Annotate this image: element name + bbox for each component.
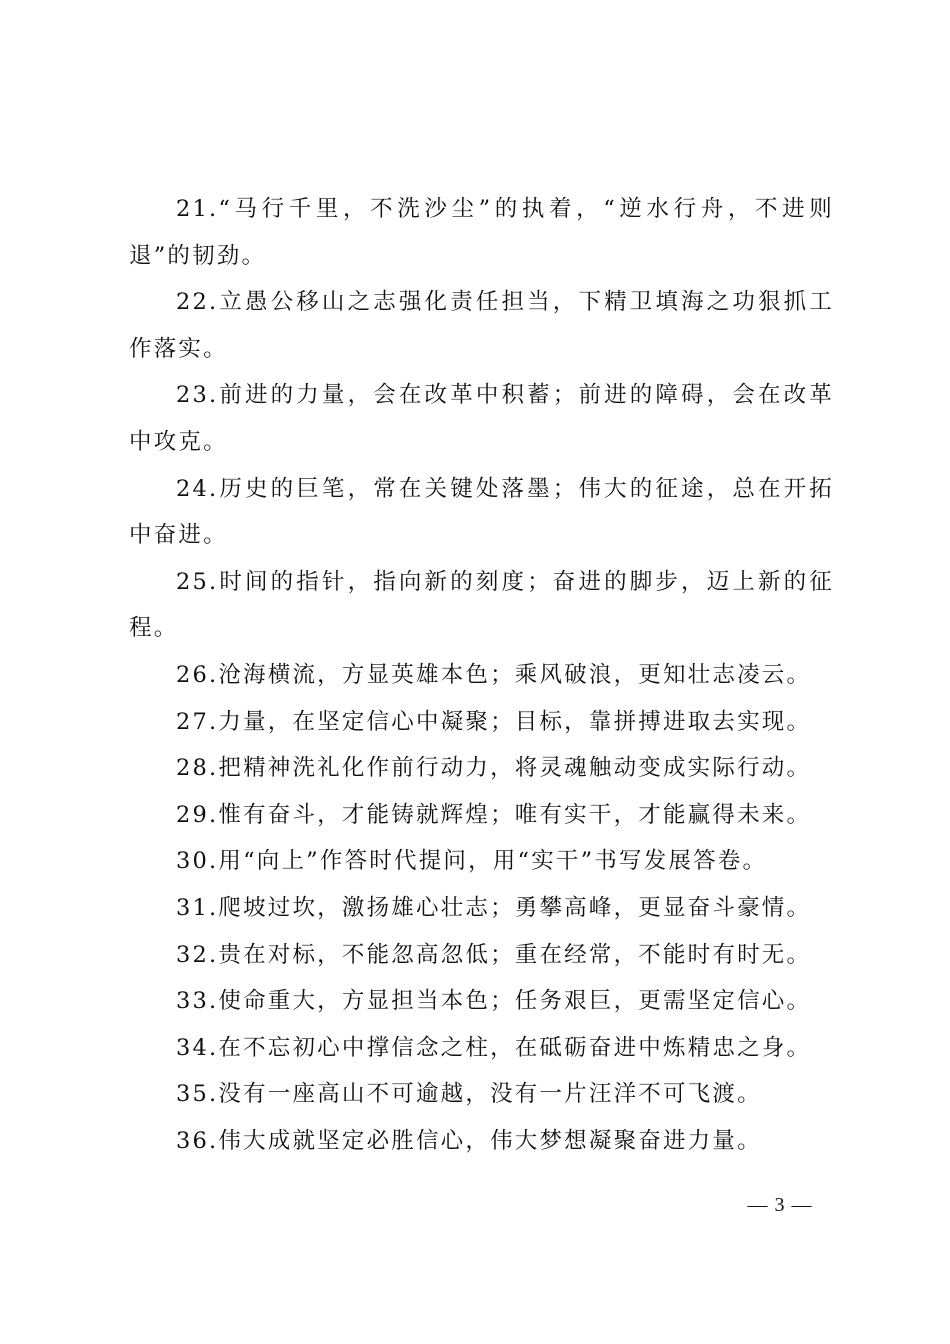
paragraph-30: 30.用“向上”作答时代提问，用“实干”书写发展答卷。 <box>176 848 768 875</box>
paragraph-27: 27.力量，在坚定信心中凝聚；目标，靠拼搏进取去实现。 <box>176 708 812 735</box>
paragraph-25: 25.时间的指针，指向新的刻度；奋进的脚步，迈上新的征程。 <box>129 568 834 642</box>
paragraph-22: 22.立愚公移山之志强化责任担当，下精卫填海之功狠抓工作落实。 <box>129 289 834 362</box>
paragraph-34: 34.在不忘初心中撑信念之柱，在砥砺奋进中炼精忠之身。 <box>176 1034 812 1061</box>
paragraph-36: 36.伟大成就坚定必胜信心，伟大梦想凝聚奋进力量。 <box>176 1127 762 1154</box>
paragraph-35: 35.没有一座高山不可逾越，没有一片汪洋不可飞渡。 <box>176 1081 762 1108</box>
paragraph-31: 31.爬坡过坎，激扬雄心壮志；勇攀高峰，更显奋斗豪情。 <box>176 894 812 921</box>
paragraph-29: 29.惟有奋斗，才能铸就辉煌；唯有实干，才能赢得未来。 <box>176 801 812 828</box>
paragraph-28: 28.把精神洗礼化作前行动力，将灵魂触动变成实际行动。 <box>176 755 812 782</box>
paragraph-26: 26.沧海横流，方显英雄本色；乘风破浪，更知壮志凌云。 <box>176 661 812 688</box>
page-number: — 3 — <box>747 1194 813 1216</box>
paragraph-32: 32.贵在对标，不能忽高忽低；重在经常，不能时有时无。 <box>176 941 812 968</box>
paragraph-21: 21.“马行千里，不洗沙尘”的执着，“逆水行舟，不进则退”的韧劲。 <box>129 196 834 269</box>
paragraph-24: 24.历史的巨笔，常在关键处落墨；伟大的征途，总在开拓中奋进。 <box>129 475 834 549</box>
paragraph-23: 23.前进的力量，会在改革中积蓄；前进的障碍，会在改革中攻克。 <box>129 382 834 455</box>
paragraph-33: 33.使命重大，方显担当本色；任务艰巨，更需坚定信心。 <box>176 988 812 1015</box>
document-body <box>129 186 834 1164</box>
